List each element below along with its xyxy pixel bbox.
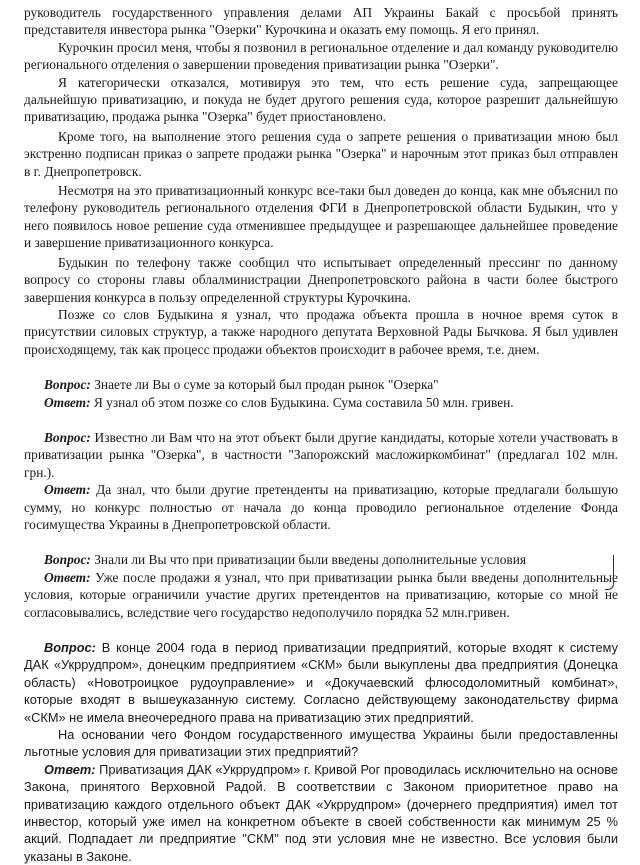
answer bbox=[24, 481, 618, 533]
question-label: Вопрос: bbox=[44, 377, 95, 393]
question bbox=[24, 551, 618, 568]
answer-label: Ответ: bbox=[44, 761, 100, 777]
paragraph: Несмотря на это приватизационный конкурс все-таки был доведен до конца, как мне объяснил по телефону руководитель регионального отделения ФГИ в Днепропетровской области Будыкин, что у него появилось новое решение суда отменившее предыдущее и разрешающее дальнейшее проведение и завершение приватизационного конкурса. bbox=[24, 183, 618, 251]
answer-text: Я узнал об этом позже со слов Будыкина. Сума составила 50 млн. гривен. bbox=[93, 394, 514, 410]
margin-pen-mark bbox=[605, 555, 614, 590]
paragraph: руководитель государственного управления делами АП Украины Бакай с просьбой принять представителя инвестора рынка "Озерки" Курочкина и оказать ему помощь. Я его принял. bbox=[24, 5, 618, 38]
answer-label: Ответ: bbox=[44, 394, 94, 410]
answer bbox=[24, 569, 618, 621]
question-label: Вопрос: bbox=[44, 552, 95, 568]
paragraph: Курочкин просил меня, чтобы я позвонил в региональное отделение и дал команду руководителю регионального отделения о завершении проведения приватизации рынка "Озерки". bbox=[24, 39, 618, 73]
question-label: Вопрос: bbox=[44, 429, 95, 445]
question bbox=[24, 429, 618, 481]
answer bbox=[24, 394, 618, 411]
question-text: В конце 2004 года в период приватизации предприятий, которые входят к систему ДАК «Укррудпром», донецким предприятием «СКМ» были выкуплены два предприятия (Донецка область) «Новотроицкое рудоуправление» и «Докучаевский флюсодоломитный комбинат», которые входят в вышеуказанную систему. Согласно действующему законодательству фирма «СКМ» не имела внеочередного права на приватизацию этих предприятий. bbox=[24, 640, 618, 725]
paragraph: Я категорически отказался, мотивируя это тем, что есть решение суда, запрещающее дальнейшую приватизацию, и покуда не будет другого решения суда, которое разрешит дальнейшую приватизацию, продажа рынка "Озерка" будет приостановлено. bbox=[24, 74, 618, 125]
question bbox=[24, 639, 618, 726]
answer-text: Уже после продажи я узнал, что при приватизации рынка были введены дополнительные условия, которые ограничили участие других претендентов на приватизацию, которые со мной не согласовывались, вследствие чего государство недополучило порядка 52 млн.гривен. bbox=[24, 569, 618, 620]
paragraph: Кроме того, на выполнение этого решения суда о запрете решения о приватизации мною был экстренно подписан приказ о запрете продажи рынка "Озерка" и нарочным этот приказ был отправлен в г. Днепропетровск. bbox=[24, 128, 618, 179]
answer-label: Ответ: bbox=[44, 482, 97, 498]
question-label: Вопрос: bbox=[44, 640, 102, 655]
paragraph: Будыкин по телефону также сообщил что испытывает определенный прессинг по данному вопросу со стороны главы облалминистрации Днепропетровского района в части более быстрого завершения конкурса в пользу определенной структуры Курочкина. bbox=[24, 254, 618, 305]
paragraph: Позже со слов Будыкина я узнал, что продажа объекта прошла в ночное время суток в присутствии силовых структур, а также народного депутата Верховной Рады Бычкова. Я был удивлен происходящему, так как процесс продажи объектов происходит в рабочее время, т.е. днем. bbox=[24, 306, 618, 357]
question-text: Известно ли Вам что на этот объект были другие кандидаты, которые хотели участвовать в приватизации рынка "Озерка", в частности "Запорожский масложиркомбинат" (предлагал 102 млн. грн.). bbox=[24, 429, 618, 480]
question-text: Знали ли Вы что при приватизации были введены дополнительные условия bbox=[94, 552, 527, 568]
question-text: Знаете ли Вы о суме за который был продан рынок "Озерка" bbox=[94, 377, 439, 393]
paragraph: На основании чего Фондом государственного имущества Украины были предоставленны льготные условия для приватизации этих предприятий? bbox=[24, 727, 618, 760]
question bbox=[24, 376, 618, 393]
answer bbox=[24, 761, 618, 865]
answer-label: Ответ: bbox=[44, 569, 96, 585]
answer-text: Приватизация ДАК «Укррудпром» г. Кривой Рог проводилась исключительно на основе Закона, принятого Верховной Радой. В соответствии с Законом приоритетное право на приватизацию каждого отдельного объект ДАК «Укррудпром» (дочернего предприятия) имел тот инвестор, который уже имел на конкретном объекте в своей собственности как минимум 25 % акций. Подпадает ли предприятие "СКМ" под эти условия мне не известно. Все условия были указаны в Законе. bbox=[24, 761, 618, 864]
answer-text: Да знал, что были другие претенденты на приватизацию, которые предлагали большую сумму, но конкурс полностью от начала до конца проводило региональное отделение Фонда госимущества Украины в Днепропетровской области. bbox=[24, 482, 618, 532]
